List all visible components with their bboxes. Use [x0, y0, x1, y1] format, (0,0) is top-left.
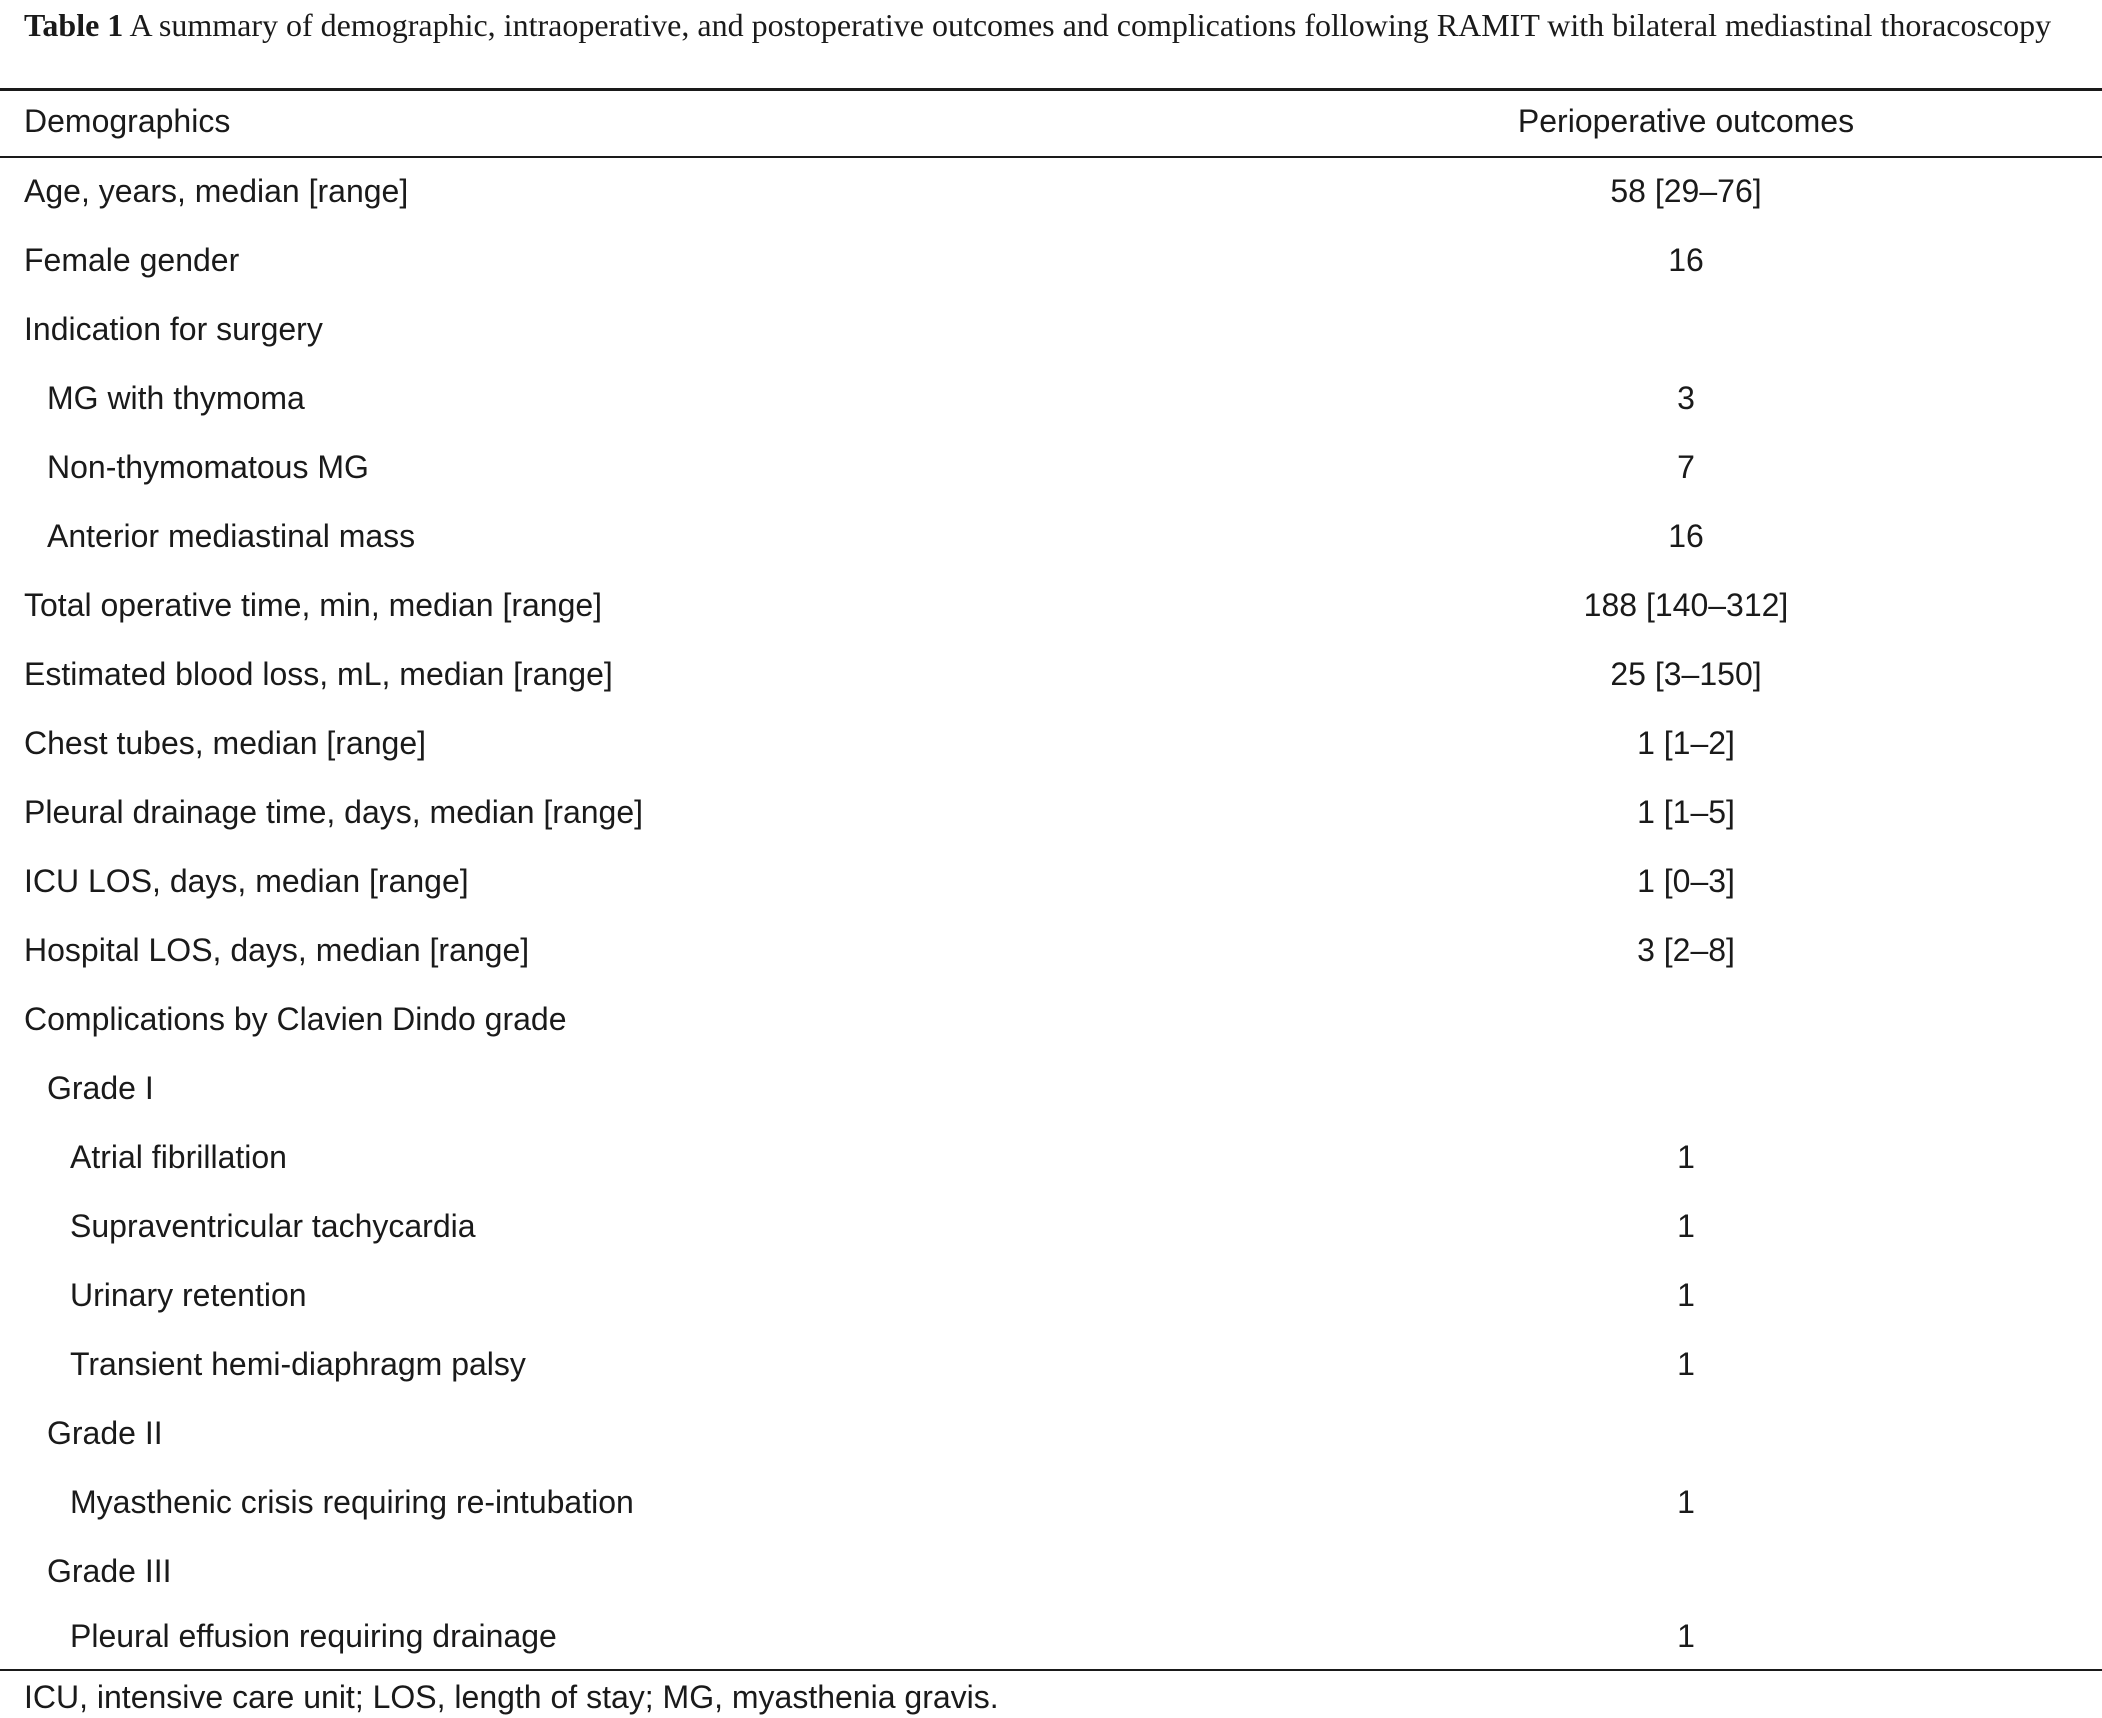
row-label: Atrial fibrillation: [70, 1139, 287, 1175]
header-perioperative-outcomes: Perioperative outcomes: [1517, 103, 1855, 139]
table-row: [0, 1054, 2102, 1123]
row-value: 16: [1668, 518, 1704, 554]
row-value: 3: [1677, 380, 1695, 416]
table-row: [0, 640, 2102, 709]
table-row: [0, 571, 2102, 640]
row-label: Non-thymomatous MG: [47, 449, 369, 485]
row-value: 188 [140–312]: [1583, 587, 1789, 623]
row-value: 7: [1677, 449, 1695, 485]
row-label: ICU LOS, days, median [range]: [24, 863, 469, 899]
row-label: Transient hemi-diaphragm palsy: [70, 1346, 526, 1382]
table-row: [0, 985, 2102, 1054]
table-row: [0, 778, 2102, 847]
table-row: [0, 295, 2102, 364]
header-demographics: Demographics: [24, 103, 231, 139]
row-label: Chest tubes, median [range]: [24, 725, 427, 761]
row-value: 58 [29–76]: [1610, 173, 1762, 209]
table-row: [0, 1468, 2102, 1537]
row-label: Age, years, median [range]: [24, 173, 409, 209]
row-value: 1: [1677, 1346, 1695, 1382]
table-row: [0, 1602, 2102, 1671]
row-value: 1: [1677, 1208, 1695, 1244]
table-row: [0, 433, 2102, 502]
row-label: Myasthenic crisis requiring re-intubation: [70, 1484, 634, 1520]
table-row: [0, 1330, 2102, 1399]
row-label: Grade III: [47, 1553, 172, 1589]
table-row: [0, 226, 2102, 295]
row-label: Female gender: [24, 242, 240, 278]
row-value: 1 [1–2]: [1637, 725, 1735, 761]
row-value: 1 [0–3]: [1637, 863, 1735, 899]
row-value: 25 [3–150]: [1610, 656, 1762, 692]
row-label: Complications by Clavien Dindo grade: [24, 1001, 567, 1037]
row-label: Pleural drainage time, days, median [range]: [24, 794, 644, 830]
table-row: [0, 1123, 2102, 1192]
table-row: [0, 847, 2102, 916]
table-row: [0, 709, 2102, 778]
row-label: Estimated blood loss, mL, median [range]: [24, 656, 613, 692]
table-caption: [24, 4, 2084, 46]
row-value: 1: [1677, 1277, 1695, 1313]
row-value: 16: [1668, 242, 1704, 278]
table-label: Table 1: [24, 7, 124, 43]
table-row: [0, 502, 2102, 571]
row-value: 1: [1677, 1484, 1695, 1520]
row-label: Anterior mediastinal mass: [47, 518, 416, 554]
table-row: [0, 1399, 2102, 1468]
header-row: [0, 87, 2102, 156]
row-label: Total operative time, min, median [range]: [24, 587, 603, 623]
row-label: Hospital LOS, days, median [range]: [24, 932, 530, 968]
row-value: 1 [1–5]: [1637, 794, 1735, 830]
row-value: 1: [1677, 1139, 1695, 1175]
table-row: [0, 1261, 2102, 1330]
row-label: Supraventricular tachycardia: [70, 1208, 476, 1244]
row-label: Grade I: [47, 1070, 154, 1106]
row-label: Indication for surgery: [24, 311, 323, 347]
row-label: Grade II: [47, 1415, 163, 1451]
row-value: 3 [2–8]: [1637, 932, 1735, 968]
row-label: MG with thymoma: [47, 380, 305, 416]
table-row: [0, 1192, 2102, 1261]
row-label: Urinary retention: [70, 1277, 307, 1313]
bottom-rule: [0, 1669, 2102, 1671]
table-caption-text: A summary of demographic, intraoperative, and postoperative outcomes and complications following RAMIT with bilateral mediastinal thoracoscopy: [129, 7, 2052, 43]
table-row: [0, 364, 2102, 433]
table-row: [0, 157, 2102, 226]
row-value: 1: [1677, 1618, 1695, 1654]
table-row: [0, 1537, 2102, 1606]
table-footnote: ICU, intensive care unit; LOS, length of stay; MG, myasthenia gravis.: [24, 1679, 999, 1715]
row-label: Pleural effusion requiring drainage: [70, 1618, 557, 1654]
table-row: [0, 916, 2102, 985]
